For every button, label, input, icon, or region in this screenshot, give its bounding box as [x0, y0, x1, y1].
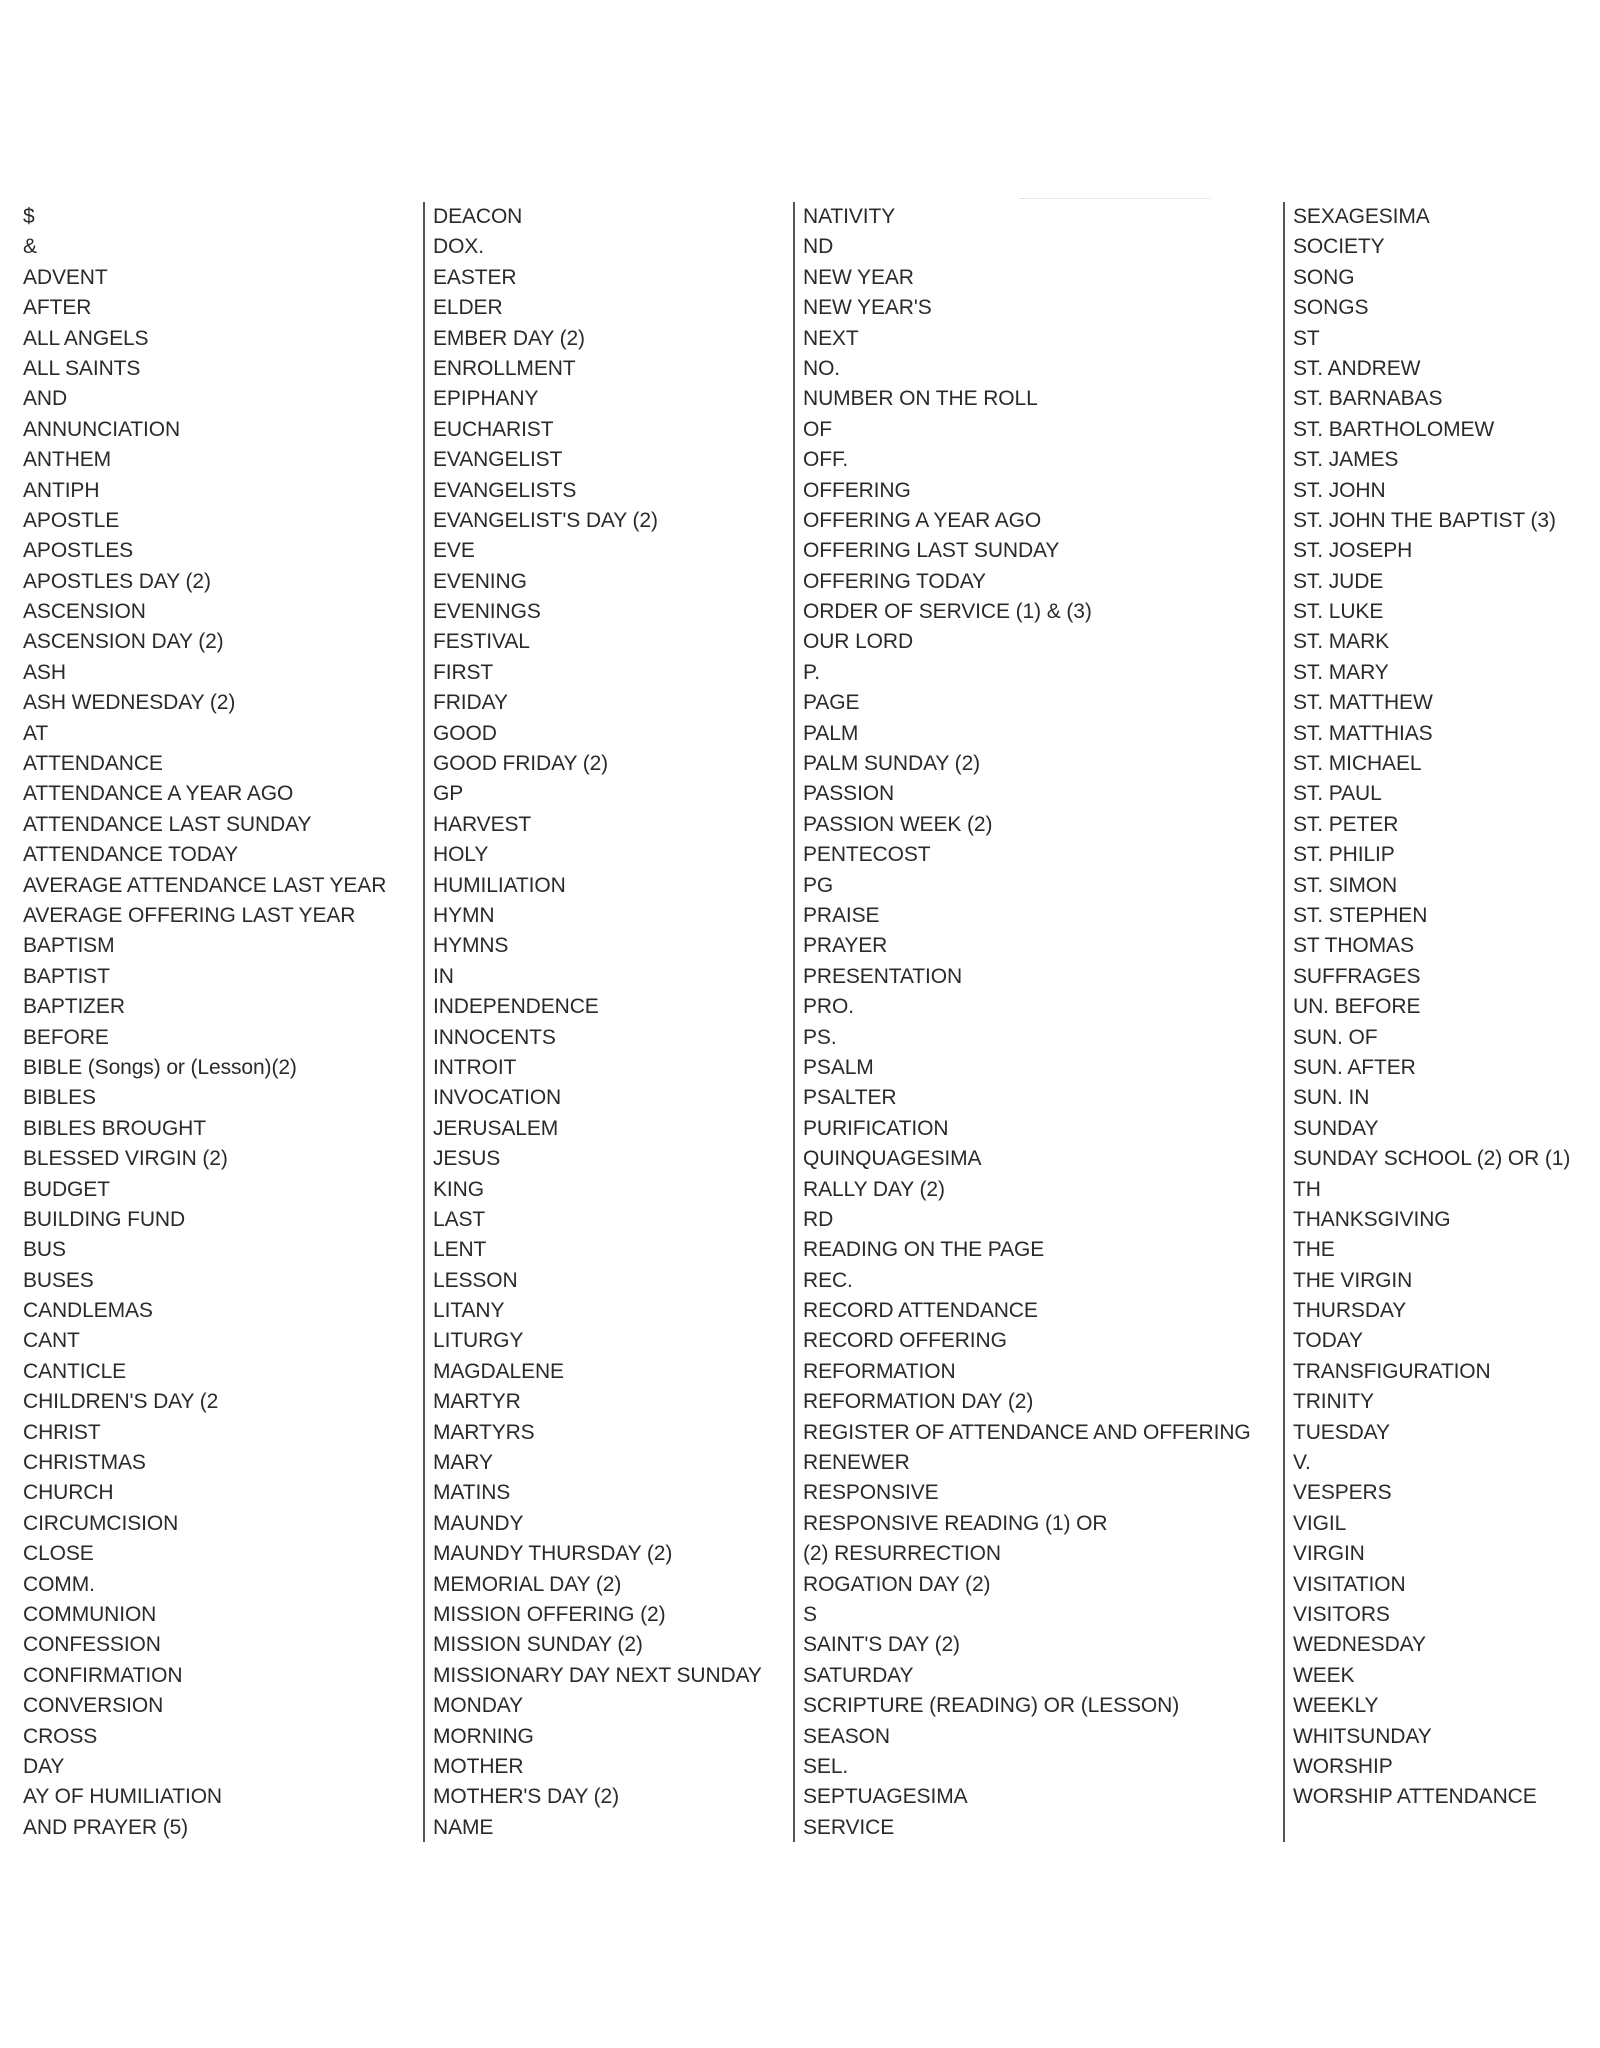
word-entry: AVERAGE OFFERING LAST YEAR [23, 903, 356, 927]
faint-scan-mark [1020, 198, 1210, 201]
word-entry: INDEPENDENCE [433, 995, 599, 1019]
word-entry: MOTHER [433, 1754, 524, 1778]
word-entry: & [23, 235, 37, 259]
word-entry: ST. JAMES [1293, 448, 1399, 472]
word-entry: LESSON [433, 1268, 518, 1292]
word-entry: GP [433, 782, 464, 806]
word-entry: V. [1293, 1451, 1311, 1475]
word-entry: CONVERSION [23, 1694, 164, 1718]
word-entry: ST. STEPHEN [1293, 903, 1428, 927]
word-entry: BUILDING FUND [23, 1207, 186, 1231]
word-entry: MISSION OFFERING (2) [433, 1602, 666, 1626]
word-entry: SUN. AFTER [1293, 1055, 1416, 1079]
word-entry: VIRGIN [1293, 1542, 1365, 1566]
word-entry: MATINS [433, 1481, 511, 1505]
word-entry: WEEK [1293, 1663, 1355, 1687]
word-entry: ST. BARNABAS [1293, 387, 1443, 411]
word-entry: SONGS [1293, 296, 1369, 320]
word-entry: GOOD FRIDAY (2) [433, 752, 609, 776]
word-entry: APOSTLES [23, 539, 134, 563]
word-entry: PRO. [803, 995, 854, 1019]
word-column-4 [1283, 202, 1600, 1842]
word-entry: ORDER OF SERVICE (1) & (3) [803, 600, 1092, 624]
word-entry: DOX. [433, 235, 484, 259]
word-entry: ST. MARY [1293, 660, 1389, 684]
word-entry: IN [433, 964, 454, 988]
word-entry: RECORD OFFERING [803, 1329, 1007, 1353]
word-entry: RECORD ATTENDANCE [803, 1299, 1038, 1323]
word-entry: COMM. [23, 1572, 95, 1596]
word-entry: DAY [23, 1754, 65, 1778]
word-entry: BUSES [23, 1268, 94, 1292]
word-entry: ATTENDANCE LAST SUNDAY [23, 812, 312, 836]
word-entry: RESPONSIVE READING (1) OR [803, 1511, 1108, 1535]
word-entry: AT [23, 721, 49, 745]
word-entry: SCRIPTURE (READING) OR (LESSON) [803, 1694, 1180, 1718]
word-entry: OFFERING [803, 478, 911, 502]
word-entry: CONFIRMATION [23, 1663, 183, 1687]
word-entry: P. [803, 660, 820, 684]
word-entry: EVANGELISTS [433, 478, 577, 502]
word-entry: ST. ANDREW [1293, 356, 1421, 380]
word-entry: CANT [23, 1329, 80, 1353]
word-entry: ST. JOHN THE BAPTIST (3) [1293, 508, 1556, 532]
word-entry: RALLY DAY (2) [803, 1177, 945, 1201]
word-entry: ST. BARTHOLOMEW [1293, 417, 1495, 441]
word-entry: SUNDAY [1293, 1116, 1379, 1140]
word-entry: PASSION WEEK (2) [803, 812, 993, 836]
word-entry: ATTENDANCE TODAY [23, 843, 239, 867]
word-list-4 [1285, 202, 1600, 1813]
word-entry: FRIDAY [433, 691, 508, 715]
word-entry: RD [803, 1207, 834, 1231]
word-entry: ASH [23, 660, 66, 684]
word-entry: ATTENDANCE [23, 752, 163, 776]
word-entry: PSALM [803, 1055, 874, 1079]
word-entry: GOOD [433, 721, 497, 745]
word-entry: ADVENT [23, 265, 108, 289]
word-entry: ANTIPH [23, 478, 100, 502]
word-entry: EVE [433, 539, 475, 563]
word-list-2 [425, 202, 793, 1843]
word-entry: INVOCATION [433, 1086, 562, 1110]
word-entry: FIRST [433, 660, 494, 684]
word-column-2 [423, 202, 793, 1842]
word-entry: OFFERING TODAY [803, 569, 986, 593]
word-entry: NO. [803, 356, 841, 380]
word-entry: OFF. [803, 448, 849, 472]
word-entry: NEW YEAR'S [803, 296, 932, 320]
word-entry: ST. PAUL [1293, 782, 1382, 806]
word-entry: PASSION [803, 782, 895, 806]
word-entry: ENROLLMENT [433, 356, 576, 380]
word-entry: MARTYR [433, 1390, 521, 1414]
word-entry: SUN. IN [1293, 1086, 1370, 1110]
word-entry: WHITSUNDAY [1293, 1724, 1432, 1748]
word-entry: BIBLES BROUGHT [23, 1116, 206, 1140]
word-entry: MAUNDY [433, 1511, 524, 1535]
word-entry: ST. MICHAEL [1293, 752, 1422, 776]
word-entry: BUDGET [23, 1177, 110, 1201]
word-entry: TUESDAY [1293, 1420, 1390, 1444]
word-entry: EVANGELIST [433, 448, 563, 472]
word-entry: CONFESSION [23, 1633, 161, 1657]
word-entry: ALL ANGELS [23, 326, 149, 350]
word-entry: REC. [803, 1268, 853, 1292]
word-entry: ST [1293, 326, 1320, 350]
word-entry: EMBER DAY (2) [433, 326, 585, 350]
word-entry: PALM [803, 721, 859, 745]
word-entry: (2) RESURRECTION [803, 1542, 1001, 1566]
word-entry: ANTHEM [23, 448, 112, 472]
word-entry: SOCIETY [1293, 235, 1385, 259]
word-entry: AVERAGE ATTENDANCE LAST YEAR [23, 873, 387, 897]
word-entry: BAPTIZER [23, 995, 125, 1019]
word-entry: VISITATION [1293, 1572, 1406, 1596]
word-entry: INTROIT [433, 1055, 517, 1079]
word-entry: BIBLES [23, 1086, 96, 1110]
word-entry: PURIFICATION [803, 1116, 949, 1140]
word-entry: CHRIST [23, 1420, 101, 1444]
word-entry: PRAYER [803, 934, 888, 958]
word-entry: WORSHIP [1293, 1754, 1393, 1778]
word-entry: TH [1293, 1177, 1321, 1201]
word-entry: RENEWER [803, 1451, 910, 1475]
word-entry: CANDLEMAS [23, 1299, 153, 1323]
word-entry: ASH WEDNESDAY (2) [23, 691, 236, 715]
word-entry: ST. MARK [1293, 630, 1390, 654]
word-entry: MISSION SUNDAY (2) [433, 1633, 643, 1657]
word-entry: SEPTUAGESIMA [803, 1785, 968, 1809]
word-entry: CANTICLE [23, 1359, 127, 1383]
word-entry: AY OF HUMILIATION [23, 1785, 222, 1809]
word-entry: VESPERS [1293, 1481, 1392, 1505]
word-entry: SERVICE [803, 1815, 895, 1839]
word-entry: PRAISE [803, 903, 880, 927]
word-entry: MEMORIAL DAY (2) [433, 1572, 622, 1596]
word-entry: ST. MATTHIAS [1293, 721, 1433, 745]
word-entry: HYMNS [433, 934, 509, 958]
word-entry: FESTIVAL [433, 630, 530, 654]
word-entry: ALL SAINTS [23, 356, 141, 380]
word-entry: JESUS [433, 1147, 501, 1171]
word-columns [0, 202, 1600, 1842]
word-entry: TRANSFIGURATION [1293, 1359, 1491, 1383]
word-entry: S [803, 1602, 817, 1626]
word-entry: SEASON [803, 1724, 890, 1748]
word-entry: EPIPHANY [433, 387, 539, 411]
word-entry: THE VIRGIN [1293, 1268, 1413, 1292]
word-entry: WEEKLY [1293, 1694, 1379, 1718]
word-entry: CLOSE [23, 1542, 94, 1566]
word-entry: BEFORE [23, 1025, 109, 1049]
word-entry: VIGIL [1293, 1511, 1347, 1535]
word-entry: REFORMATION DAY (2) [803, 1390, 1034, 1414]
word-entry: LITURGY [433, 1329, 524, 1353]
word-entry: HYMN [433, 903, 495, 927]
word-entry: NEW YEAR [803, 265, 914, 289]
word-entry: EVENING [433, 569, 527, 593]
word-entry: ROGATION DAY (2) [803, 1572, 991, 1596]
word-entry: ELDER [433, 296, 503, 320]
word-entry: ST. JOHN [1293, 478, 1386, 502]
word-entry: BUS [23, 1238, 66, 1262]
word-entry: MORNING [433, 1724, 534, 1748]
word-column-1 [0, 202, 420, 1842]
word-entry: NEXT [803, 326, 859, 350]
word-entry: OFFERING LAST SUNDAY [803, 539, 1060, 563]
word-entry: ST. SIMON [1293, 873, 1398, 897]
word-entry: MAGDALENE [433, 1359, 564, 1383]
word-entry: MOTHER'S DAY (2) [433, 1785, 619, 1809]
word-entry: PSALTER [803, 1086, 897, 1110]
word-entry: JERUSALEM [433, 1116, 559, 1140]
word-entry: SUNDAY SCHOOL (2) OR (1) [1293, 1147, 1571, 1171]
word-entry: MONDAY [433, 1694, 524, 1718]
word-list-3 [795, 202, 1283, 1843]
word-entry: AND [23, 387, 68, 411]
word-entry: SATURDAY [803, 1663, 914, 1687]
word-entry: BLESSED VIRGIN (2) [23, 1147, 228, 1171]
word-entry: WEDNESDAY [1293, 1633, 1426, 1657]
word-entry: ST THOMAS [1293, 934, 1414, 958]
word-entry: AFTER [23, 296, 92, 320]
word-entry: REFORMATION [803, 1359, 956, 1383]
word-entry: EVENINGS [433, 600, 541, 624]
word-entry: REGISTER OF ATTENDANCE AND OFFERING [803, 1420, 1251, 1444]
word-entry: QUINQUAGESIMA [803, 1147, 982, 1171]
word-column-3 [793, 202, 1283, 1842]
word-entry: INNOCENTS [433, 1025, 556, 1049]
word-entry: VISITORS [1293, 1602, 1390, 1626]
word-entry: PG [803, 873, 834, 897]
word-entry: HUMILIATION [433, 873, 566, 897]
word-entry: CHURCH [23, 1481, 114, 1505]
word-entry: MISSIONARY DAY NEXT SUNDAY [433, 1663, 762, 1687]
word-entry: EASTER [433, 265, 517, 289]
word-entry: ST. JUDE [1293, 569, 1384, 593]
word-entry: ASCENSION DAY (2) [23, 630, 224, 654]
word-entry: ST. PETER [1293, 812, 1399, 836]
word-entry: LENT [433, 1238, 487, 1262]
word-entry: SAINT'S DAY (2) [803, 1633, 960, 1657]
word-entry: THANKSGIVING [1293, 1207, 1451, 1231]
word-entry: CIRCUMCISION [23, 1511, 179, 1535]
word-entry: MAUNDY THURSDAY (2) [433, 1542, 673, 1566]
word-entry: PALM SUNDAY (2) [803, 752, 981, 776]
word-entry: SEL. [803, 1754, 849, 1778]
word-entry: APOSTLE [23, 508, 120, 532]
word-entry: PS. [803, 1025, 837, 1049]
word-entry: NAME [433, 1815, 494, 1839]
word-entry: MARY [433, 1451, 493, 1475]
word-entry: CHILDREN'S DAY (2 [23, 1390, 219, 1414]
word-entry: APOSTLES DAY (2) [23, 569, 211, 593]
word-entry: EUCHARIST [433, 417, 554, 441]
word-entry: $ [23, 205, 35, 228]
word-entry: UN. BEFORE [1293, 995, 1421, 1019]
word-entry: PAGE [803, 691, 860, 715]
word-entry: WORSHIP ATTENDANCE [1293, 1785, 1537, 1809]
word-entry: EVANGELIST'S DAY (2) [433, 508, 658, 532]
word-entry: CHRISTMAS [23, 1451, 146, 1475]
word-entry: NUMBER ON THE ROLL [803, 387, 1038, 411]
word-entry: NATIVITY [803, 205, 896, 228]
word-entry: ATTENDANCE A YEAR AGO [23, 782, 294, 806]
word-entry: MARTYRS [433, 1420, 535, 1444]
word-entry: BAPTISM [23, 934, 115, 958]
word-entry: OF [803, 417, 832, 441]
word-entry: HOLY [433, 843, 489, 867]
word-entry: PENTECOST [803, 843, 931, 867]
word-entry: LITANY [433, 1299, 505, 1323]
word-entry: SUFFRAGES [1293, 964, 1421, 988]
word-entry: ST. JOSEPH [1293, 539, 1413, 563]
word-entry: ST. LUKE [1293, 600, 1384, 624]
word-list-1 [0, 202, 420, 1843]
word-entry: DEACON [433, 205, 523, 228]
word-entry: AND PRAYER (5) [23, 1815, 189, 1839]
word-entry: SONG [1293, 265, 1355, 289]
word-entry: OUR LORD [803, 630, 914, 654]
word-entry: ANNUNCIATION [23, 417, 181, 441]
word-entry: SEXAGESIMA [1293, 205, 1430, 228]
word-entry: COMMUNION [23, 1602, 157, 1626]
word-entry: OFFERING A YEAR AGO [803, 508, 1042, 532]
word-entry: ST. PHILIP [1293, 843, 1395, 867]
word-entry: RESPONSIVE [803, 1481, 939, 1505]
word-entry: TRINITY [1293, 1390, 1374, 1414]
word-entry: KING [433, 1177, 484, 1201]
word-entry: BIBLE (Songs) or (Lesson)(2) [23, 1055, 297, 1079]
word-entry: HARVEST [433, 812, 532, 836]
word-entry: ASCENSION [23, 600, 146, 624]
word-entry: BAPTIST [23, 964, 110, 988]
word-entry: LAST [433, 1207, 486, 1231]
word-entry: CROSS [23, 1724, 98, 1748]
word-entry: READING ON THE PAGE [803, 1238, 1045, 1262]
word-entry: SUN. OF [1293, 1025, 1378, 1049]
word-entry: TODAY [1293, 1329, 1363, 1353]
word-entry: THURSDAY [1293, 1299, 1407, 1323]
word-entry: THE [1293, 1238, 1335, 1262]
word-entry: PRESENTATION [803, 964, 963, 988]
word-entry: ST. MATTHEW [1293, 691, 1433, 715]
word-entry: ND [803, 235, 834, 259]
